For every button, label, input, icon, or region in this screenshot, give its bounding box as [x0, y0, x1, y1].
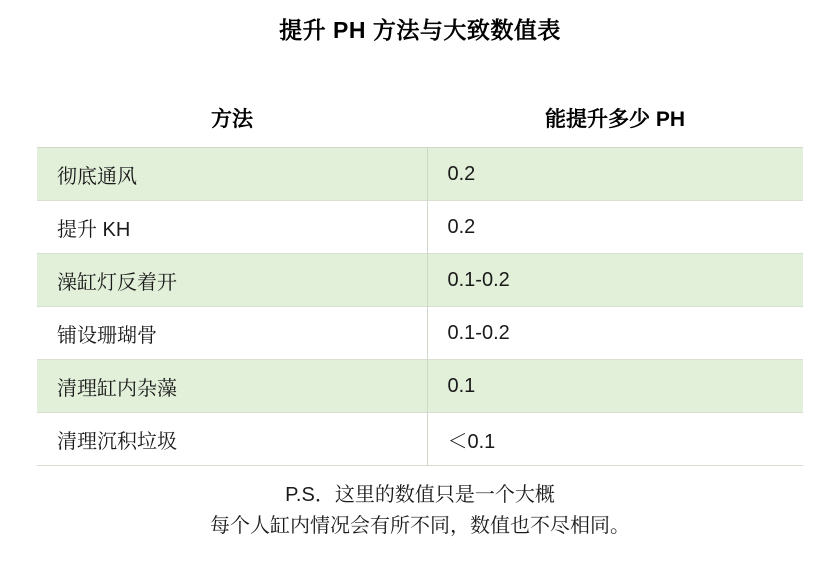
cell-value: 0.1 — [427, 360, 803, 413]
table-header-row — [37, 97, 803, 148]
table-row — [37, 413, 803, 466]
table-row — [37, 254, 803, 307]
footnote-line-1: P.S．这里的数值只是一个大概 — [285, 484, 555, 506]
footnotes — [0, 480, 840, 542]
table-row — [37, 307, 803, 360]
table-row — [37, 201, 803, 254]
cell-method: 提升 KH — [37, 201, 427, 254]
page-title: 提升 PH 方法与大致数值表 — [279, 17, 561, 43]
table-header — [37, 97, 803, 148]
footnote-line-2: 每个人缸内情况会有所不同，数值也不尽相同。 — [210, 515, 630, 537]
cell-value: 0.1-0.2 — [427, 307, 803, 360]
column-header-value: 能提升多少 PH — [427, 97, 803, 148]
ph-table — [37, 97, 803, 466]
table-row — [37, 360, 803, 413]
cell-method: 彻底通风 — [37, 148, 427, 201]
table-body — [37, 148, 803, 466]
column-header-method: 方法 — [37, 97, 427, 148]
cell-method: 清理沉积垃圾 — [37, 413, 427, 466]
table-row — [37, 148, 803, 201]
cell-value: 0.2 — [427, 148, 803, 201]
cell-method: 澡缸灯反着开 — [37, 254, 427, 307]
ph-table-container — [37, 97, 803, 466]
cell-method: 清理缸内杂藻 — [37, 360, 427, 413]
cell-method: 铺设珊瑚骨 — [37, 307, 427, 360]
cell-value: 0.2 — [427, 201, 803, 254]
cell-value: ＜0.1 — [427, 413, 803, 466]
cell-value: 0.1-0.2 — [427, 254, 803, 307]
